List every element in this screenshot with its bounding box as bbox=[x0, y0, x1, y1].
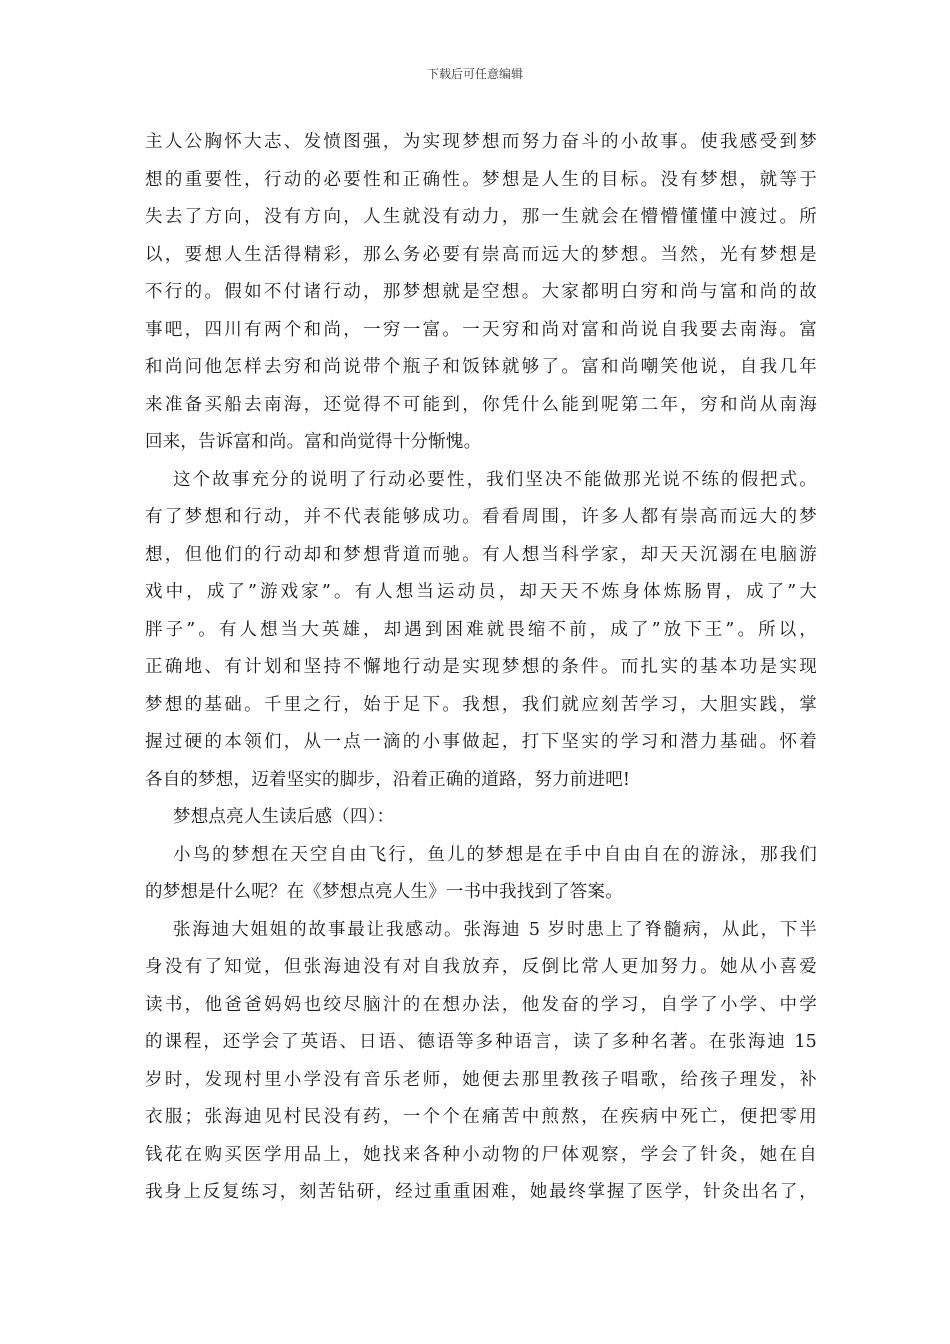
text-line: 梦想的基础。千里之行，始于足下。我想，我们就应刻苦学习，大胆实践，掌 bbox=[145, 694, 817, 715]
page-header: 下载后可任意编辑 bbox=[426, 67, 523, 81]
text-line: 岁时，发现村里小学没有音乐老师，她便去那里教孩子唱歌，给孩子理发，补 bbox=[145, 1069, 817, 1090]
text-line: 不行的。假如不付诸行动，那梦想就是空想。大家都明白穷和尚与富和尚的故 bbox=[145, 282, 817, 302]
text-line: 我身上反复练习，刻苦钻研，经过重重困难，她最终掌握了医学，针灸出名了， bbox=[145, 1182, 817, 1202]
text-line: 戏中，成了”游戏家”。有人想当运动员，却天天不炼身体炼肠胃，成了”大 bbox=[145, 582, 817, 602]
text-line: 梦想点亮人生读后感（四）： bbox=[173, 807, 395, 827]
text-line: 的课程，还学会了英语、日语、德语等多种语言，读了多种名著。在张海迪 15 bbox=[145, 1032, 817, 1052]
text-line: 握过硬的本领们，从一点一滴的小事做起，打下坚实的学习和潜力基础。怀着 bbox=[145, 732, 817, 752]
text-line: 事吧，四川有两个和尚，一穷一富。一天穷和尚对富和尚说自我要去南海。富 bbox=[145, 319, 817, 340]
text-line: 读书，他爸爸妈妈也绞尽脑汁的在想办法，他发奋的学习，自学了小学、中学 bbox=[145, 994, 817, 1015]
text-line: 钱花在购买医学用品上，她找来各种小动物的尸体观察，学会了针灸，她在自 bbox=[145, 1144, 817, 1165]
text-line: 身没有了知觉，但张海迪没有对自我放弃，反倒比常人更加努力。她从小喜爱 bbox=[145, 957, 817, 977]
text-line: 有了梦想和行动，并不代表能够成功。看看周围，许多人都有崇高而远大的梦 bbox=[145, 507, 817, 527]
text-line: 小鸟的梦想在天空自由飞行，鱼儿的梦想是在手中自由自在的游泳，那我们 bbox=[173, 844, 817, 865]
text-line: 和尚问他怎样去穷和尚说带个瓶子和饭钵就够了。富和尚嘲笑他说，自我几年 bbox=[145, 357, 817, 377]
text-line: 想的重要性，行动的必要性和正确性。梦想是人生的目标。没有梦想，就等于 bbox=[145, 169, 817, 190]
text-line: 想，但他们的行动却和梦想背道而驰。有人想当科学家，却天天沉溺在电脑游 bbox=[145, 544, 817, 565]
text-line: 正确地、有计划和坚持不懈地行动是实现梦想的条件。而扎实的基本功是实现 bbox=[145, 657, 817, 677]
text-line: 的梦想是什么呢？在《梦想点亮人生》一书中我找到了答案。 bbox=[145, 882, 623, 902]
text-line: 各自的梦想，迈着坚实的脚步，沿着正确的道路，努力前进吧! bbox=[145, 769, 631, 790]
text-line: 失去了方向，没有方向，人生就没有动力，那一生就会在懵懵懂懂中渡过。所 bbox=[145, 207, 817, 227]
text-line: 来准备买船去南海，还觉得不可能到，你凭什么能到呢第二年，穷和尚从南海 bbox=[145, 394, 817, 415]
text-line: 以，要想人生活得精彩，那么务必要有崇高而远大的梦想。当然，光有梦想是 bbox=[145, 244, 817, 265]
text-line: 张海迪大姐姐的故事最让我感动。张海迪 5 岁时患上了脊髓病，从此，下半 bbox=[173, 919, 817, 940]
text-line: 主人公胸怀大志、发愤图强，为实现梦想而努力奋斗的小故事。使我感受到梦 bbox=[145, 132, 817, 152]
text-line: 衣服；张海迪见村民没有药，一个个在痛苦中煎熬，在疾病中死亡，便把零用 bbox=[145, 1107, 817, 1127]
text-line: 回来，告诉富和尚。富和尚觉得十分惭愧。 bbox=[145, 432, 482, 452]
text-line: 这个故事充分的说明了行动必要性，我们坚决不能做那光说不练的假把式。 bbox=[173, 469, 817, 490]
text-line: 胖子”。有人想当大英雄，却遇到困难就畏缩不前，成了”放下王”。所以， bbox=[145, 619, 817, 640]
document-body bbox=[145, 124, 817, 1212]
